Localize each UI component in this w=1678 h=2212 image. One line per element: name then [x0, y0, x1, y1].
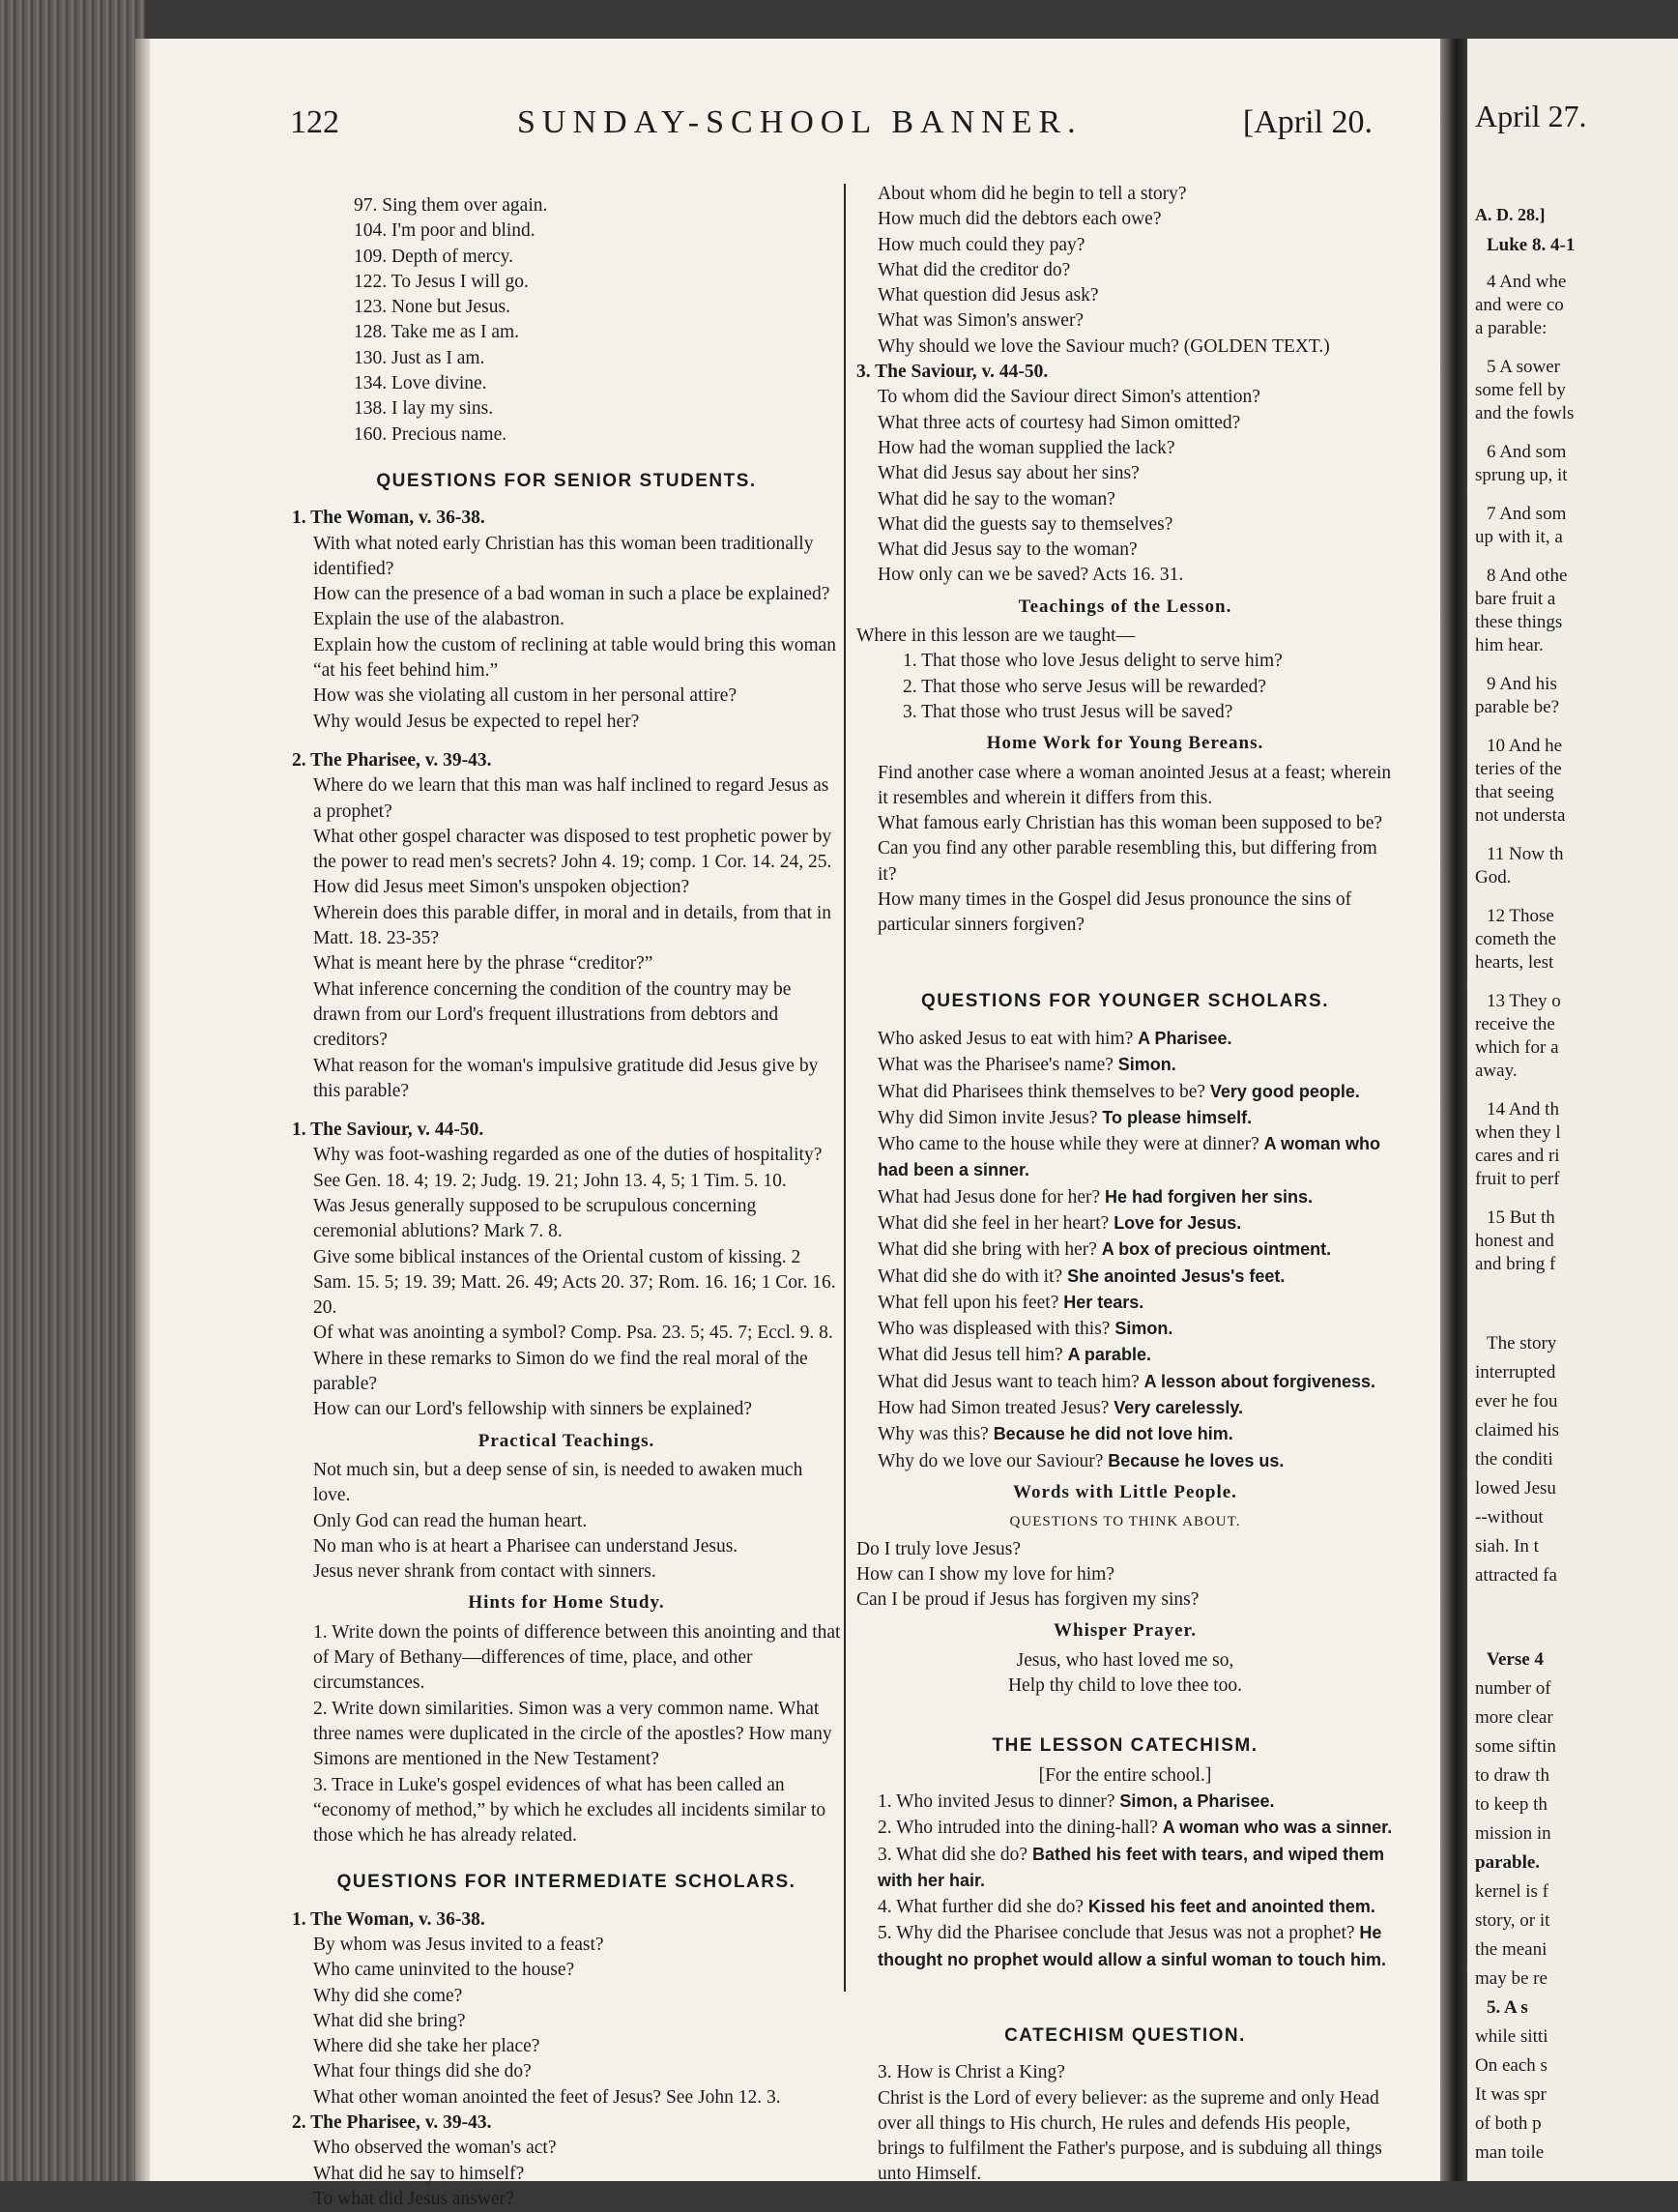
facing-text-line: lowed Jesu [1475, 1478, 1556, 1499]
hymn-item: 138. I lay my sins. [354, 398, 494, 420]
hymn-item: 104. I'm poor and blind. [354, 220, 535, 242]
facing-text-line: away. [1475, 1061, 1518, 1081]
page-number: 122 [290, 104, 339, 140]
list-item: By whom was Jesus invited to a feast? [313, 1935, 604, 1955]
answer-text: He had forgiven her sins. [1105, 1186, 1314, 1207]
question-text: 5. Why did the Pharisee conclude that Jesus was not a prophet? [878, 1923, 1360, 1944]
facing-text-line: attracted fa [1475, 1565, 1557, 1586]
facing-text-line: up with it, a [1475, 527, 1563, 547]
book-spine [0, 0, 145, 2181]
question-text: Who asked Jesus to eat with him? [878, 1028, 1139, 1049]
facing-text-line: fruit to perf [1475, 1169, 1560, 1189]
facing-text-line: 7 And som [1487, 504, 1567, 524]
list-item: What is meant here by the phrase “creditor?” [313, 953, 653, 975]
question-list [292, 1933, 841, 2110]
qa-item [856, 1210, 1394, 1237]
facing-text-line: not understa [1475, 805, 1566, 826]
home-work-list [856, 761, 1394, 939]
answer-text: A box of precious ointment. [1101, 1239, 1332, 1260]
question-text: What did she do with it? [878, 1266, 1068, 1287]
younger-questions-heading: QUESTIONS FOR YOUNGER SCHOLARS. [921, 990, 1329, 1011]
question-text: Who came to the house while they were at dinner? [878, 1134, 1264, 1155]
list-item: What did she bring? [313, 2010, 466, 2031]
facing-text-line: 14 And th [1487, 1099, 1559, 1120]
think-heading: QUESTIONS TO THINK ABOUT. [1009, 1514, 1241, 1530]
question-text: 4. What further did she do? [878, 1897, 1088, 1918]
list-item: How can our Lord's fellowship with sinners be explained? [313, 1399, 753, 1420]
list-item: 1. That those who love Jesus delight to serve him? [903, 651, 1283, 672]
list-item: What other gospel character was disposed to test prophetic power by the power to read men's secrets? John 4. 19; comp. 1 Cor. 14. 24, 25. [313, 826, 832, 873]
prayer-line: Jesus, who hast loved me so, [1016, 1649, 1234, 1671]
facing-text-line: 15 But th [1487, 1208, 1555, 1228]
section-heading: 1. The Woman, v. 36-38. [292, 508, 485, 529]
section-heading: 2. The Pharisee, v. 39-43. [292, 749, 492, 771]
facing-text-line: him hear. [1475, 635, 1544, 655]
list-item: Jesus never shrank from contact with sinners. [313, 1561, 656, 1583]
answer-text: Her tears. [1063, 1292, 1144, 1312]
facing-text-line: It was spr [1475, 2084, 1547, 2105]
list-item: About whom did he begin to tell a story? [878, 184, 1187, 204]
list-item: How was she violating all custom in her personal attire? [313, 685, 738, 707]
facing-text-line: some siftin [1475, 1736, 1556, 1757]
think-item: Can I be proud if Jesus has forgiven my sins? [856, 1589, 1200, 1611]
hints-list [292, 1620, 841, 1849]
list-item: Not much sin, but a deep sense of sin, is needed to awaken much love. [313, 1459, 803, 1506]
senior-questions-heading: QUESTIONS FOR SENIOR STUDENTS. [376, 470, 757, 491]
facing-text-line: 11 Now th [1487, 844, 1564, 864]
facing-text-line: sprung up, it [1475, 465, 1568, 485]
section-heading: 3. The Saviour, v. 44-50. [856, 362, 1049, 383]
answer-text: Simon. [1114, 1319, 1173, 1339]
teachings-list [856, 649, 1394, 725]
question-text: What did she feel in her heart? [878, 1212, 1114, 1234]
list-item: 3. That those who trust Jesus will be saved? [903, 701, 1233, 722]
answer-text: He thought no prophet would allow a sinful woman to touch him. [878, 1923, 1386, 1969]
catechism-list [856, 1789, 1394, 1973]
list-item: What famous early Christian has this woman been supposed to be? [878, 813, 1383, 834]
facing-text-line: while sitti [1475, 2026, 1548, 2047]
catechism-item [856, 1894, 1394, 1920]
left-column [292, 193, 841, 2212]
facing-text-line: On each s [1475, 2055, 1548, 2076]
list-item: What reason for the woman's impulsive gratitude did Jesus give by this parable? [313, 1055, 819, 1101]
whisper-prayer-heading: Whisper Prayer. [1054, 1620, 1197, 1642]
catechism-subtitle: [For the entire school.] [1038, 1764, 1212, 1786]
question-list [292, 2136, 841, 2212]
section-heading: 1. The Woman, v. 36-38. [292, 1908, 485, 1930]
catechism-item [856, 1815, 1394, 1841]
list-item: 2. That those who serve Jesus will be rewarded? [903, 676, 1266, 697]
qa-item [856, 1448, 1394, 1474]
list-item: Who came uninvited to the house? [313, 1960, 575, 1981]
list-item: What other woman anointed the feet of Jesus? See John 12. 3. [313, 2086, 781, 2108]
catechism-item [856, 1789, 1394, 1815]
question-list [856, 385, 1394, 588]
facing-text-line: and the fowls [1475, 403, 1575, 423]
qa-item [856, 1342, 1394, 1368]
list-item: Was Jesus generally supposed to be scrupulous concerning ceremonial ablutions? Mark 7. 8. [313, 1195, 757, 1242]
answer-text: A woman who was a sinner. [1162, 1818, 1393, 1838]
qa-item [856, 1369, 1394, 1395]
list-item: How much did the debtors each owe? [878, 209, 1162, 230]
section-heading: 1. The Saviour, v. 44-50. [292, 1120, 484, 1141]
facing-text-line: 4 And whe [1487, 272, 1567, 292]
answer-text: Simon, a Pharisee. [1119, 1790, 1275, 1811]
facing-text-line: that seeing [1475, 782, 1554, 802]
qa-item [856, 1184, 1394, 1210]
facing-text-line: cares and ri [1475, 1146, 1560, 1166]
facing-text-line: 5 A sower [1487, 357, 1560, 377]
section-heading: 2. The Pharisee, v. 39-43. [292, 2112, 492, 2134]
facing-text-line: and bring f [1475, 1254, 1556, 1274]
facing-text-line: honest and [1475, 1231, 1554, 1251]
facing-text-line: 6 And som [1487, 442, 1567, 462]
page-header [290, 97, 1373, 164]
qa-item [856, 1421, 1394, 1447]
answer-text: Love for Jesus. [1114, 1212, 1242, 1233]
facing-text-line: bare fruit a [1475, 589, 1556, 609]
practical-teachings-heading: Practical Teachings. [477, 1430, 655, 1451]
qa-item [856, 1264, 1394, 1290]
facing-text-line: and were co [1475, 295, 1564, 315]
facing-text-line: some fell by [1475, 380, 1566, 400]
facing-text-line: 13 They o [1487, 991, 1561, 1011]
facing-text-line: Verse 4 [1487, 1649, 1544, 1670]
list-item: Why did she come? [313, 1985, 463, 2006]
facing-text-line: 12 Those [1487, 906, 1554, 926]
list-item: Of what was anointing a symbol? Comp. Psa. 23. 5; 45. 7; Eccl. 9. 8. [313, 1323, 833, 1344]
question-list [292, 532, 841, 735]
answer-text: Kissed his feet and anointed them. [1087, 1897, 1375, 1917]
facing-text-line: may be re [1475, 1968, 1548, 1989]
facing-text-line: which for a [1475, 1037, 1559, 1058]
list-item: 3. Trace in Luke's gospel evidences of what has been called an “economy of method,” by which he excludes all incidents similar to those which he has already related. [313, 1774, 826, 1847]
question-text: 2. Who intruded into the dining-hall? [878, 1818, 1163, 1839]
facing-text-line: Luke 8. 4-1 [1487, 235, 1576, 255]
words-heading: Words with Little People. [1013, 1481, 1237, 1502]
answer-text: A lesson about forgiveness. [1143, 1371, 1376, 1391]
list-item: Find another case where a woman anointed Jesus at a feast; wherein it resembles and wherein it differs from this. [878, 762, 1392, 808]
think-item: How can I show my love for him? [856, 1563, 1114, 1585]
page-date: [April 20. [1242, 104, 1373, 140]
page-facing [1467, 39, 1678, 2181]
list-item: What four things did she do? [313, 2061, 532, 2082]
list-item: How only can we be saved? Acts 16. 31. [878, 565, 1184, 586]
facing-text-line: more clear [1475, 1707, 1553, 1728]
facing-text-line: hearts, lest [1475, 952, 1554, 973]
list-item: Wherein does this parable differ, in moral and in details, from that in Matt. 18. 23-35? [313, 902, 832, 949]
column-rule [844, 184, 846, 1992]
facing-text-line: interrupted [1475, 1362, 1556, 1382]
teachings-intro: Where in this lesson are we taught— [856, 626, 1136, 647]
list-item: What did Jesus say to the woman? [878, 539, 1138, 561]
hymn-item: 122. To Jesus I will go. [354, 271, 529, 292]
facing-text-line: these things [1475, 612, 1563, 632]
question-list [292, 1143, 841, 1422]
question-text: What did Pharisees think themselves to be? [878, 1081, 1210, 1102]
book-gutter [1440, 39, 1467, 2181]
question-text: Why was this? [878, 1424, 994, 1445]
answer-text: Because he did not love him. [993, 1424, 1233, 1444]
qa-item [856, 1290, 1394, 1316]
facing-text-line: 8 And othe [1487, 566, 1568, 586]
list-item: Why should we love the Saviour much? (GOLDEN TEXT.) [878, 335, 1330, 357]
question-text: How had Simon treated Jesus? [878, 1398, 1114, 1419]
facing-text-line: kernel is f [1475, 1881, 1548, 1902]
list-item: What inference concerning the condition of the country may be drawn from our Lord's frequent illustrations from debtors and creditors? [313, 978, 792, 1051]
hymn-item: 130. Just as I am. [354, 347, 485, 368]
catechism-question: 3. How is Christ a King? [878, 2062, 1065, 2083]
list-item: What did the guests say to themselves? [878, 513, 1173, 535]
list-item: What question did Jesus ask? [878, 285, 1099, 306]
list-item: Where do we learn that this man was half inclined to regard Jesus as a prophet? [313, 775, 829, 822]
list-item: What did Jesus say about her sins? [878, 463, 1140, 484]
think-item: Do I truly love Jesus? [856, 1538, 1022, 1559]
facing-text-line: cometh the [1475, 929, 1556, 949]
facing-text-line: parable. [1475, 1852, 1541, 1873]
answer-text: To please himself. [1102, 1107, 1253, 1127]
catechism-item [856, 1842, 1394, 1895]
answer-text: A woman who had been a sinner. [878, 1134, 1380, 1180]
page-title: SUNDAY-SCHOOL BANNER. [517, 104, 1083, 140]
hints-heading: Hints for Home Study. [468, 1592, 665, 1614]
facing-text-line: teries of the [1475, 759, 1562, 779]
hymn-item: 123. None but Jesus. [354, 297, 510, 318]
question-text: What did she bring with her? [878, 1239, 1102, 1261]
answer-text: Bathed his feet with tears, and wiped them with her hair. [878, 1844, 1385, 1890]
answer-text: A parable. [1067, 1345, 1151, 1365]
answer-text: She anointed Jesus's feet. [1067, 1266, 1286, 1286]
list-item: Give some biblical instances of the Oriental custom of kissing. 2 Sam. 15. 5; 19. 39; Matt. 26. 49; Acts 20. 37; Rom. 16. 16; 1 Cor. 16. 20. [313, 1246, 836, 1319]
list-item: To whom did the Saviour direct Simon's attention? [878, 387, 1260, 408]
list-item: How did Jesus meet Simon's unspoken objection? [313, 877, 690, 898]
facing-text-line: God. [1475, 867, 1512, 888]
list-item: What did the creditor do? [878, 259, 1071, 280]
hymn-item: 97. Sing them over again. [354, 195, 548, 216]
facing-text-line: number of [1475, 1678, 1551, 1699]
teachings-heading: Teachings of the Lesson. [1018, 596, 1232, 617]
qa-item [856, 1079, 1394, 1105]
list-item: Who observed the woman's act? [313, 2138, 557, 2159]
hymn-list [292, 193, 841, 448]
facing-text-line: mission in [1475, 1823, 1551, 1844]
facing-text-line: ever he fou [1475, 1391, 1558, 1412]
facing-text-line: parable be? [1475, 697, 1560, 717]
list-item: Can you find any other parable resembling this, but differing from it? [878, 838, 1377, 885]
facing-text-line: 9 And his [1487, 674, 1557, 694]
facing-text-line: a parable: [1475, 318, 1548, 338]
list-item: No man who is at heart a Pharisee can understand Jesus. [313, 1535, 738, 1557]
hymn-item: 128. Take me as I am. [354, 322, 520, 343]
facing-text-line: receive the [1475, 1014, 1555, 1034]
hymn-item: 109. Depth of mercy. [354, 246, 513, 267]
question-list [292, 773, 841, 1104]
practical-list [292, 1458, 841, 1585]
younger-qa-list [856, 1026, 1394, 1474]
facing-text-line: the meani [1475, 1939, 1548, 1960]
facing-text-line: The story [1487, 1333, 1557, 1353]
facing-text-line: siah. In t [1475, 1536, 1539, 1557]
list-item: Why would Jesus be expected to repel her? [313, 711, 640, 732]
think-list [856, 1537, 1394, 1614]
intermediate-questions-heading: QUESTIONS FOR INTERMEDIATE SCHOLARS. [336, 1872, 796, 1893]
list-item: With what noted early Christian has this woman been traditionally identified? [313, 533, 814, 579]
catechism-answer: Christ is the Lord of every believer: as the supreme and only Head over all things to His church, He rules and defends His people, brings to fulfilment the Father's purpose, and is subduing all things unto Himself. [878, 2087, 1382, 2185]
facing-text-line: the conditi [1475, 1449, 1553, 1470]
qa-item [856, 1105, 1394, 1131]
question-text: 3. What did she do? [878, 1844, 1032, 1865]
list-item: Explain the use of the alabastron. [313, 609, 564, 630]
answer-text: Very good people. [1209, 1081, 1360, 1101]
home-work-heading: Home Work for Young Bereans. [986, 733, 1264, 754]
list-item: 2. Write down similarities. Simon was a very common name. What three names were duplicated in the circle of the apostles? How many Simons are mentioned in the New Testament? [313, 1698, 832, 1770]
list-item: Explain how the custom of reclining at table would bring this woman “at his feet behind him.” [313, 634, 837, 682]
qa-item [856, 1026, 1394, 1052]
answer-text: Simon. [1117, 1055, 1176, 1075]
answer-text: Very carelessly. [1114, 1398, 1244, 1418]
facing-page-header: April 27. [1475, 99, 1587, 133]
question-text: What had Jesus done for her? [878, 1186, 1105, 1208]
catechism-question-heading: CATECHISM QUESTION. [1004, 2025, 1246, 2046]
qa-item [856, 1131, 1394, 1184]
facing-text-line: story, or it [1475, 1910, 1550, 1931]
facing-text-line: 5. A s [1487, 1997, 1528, 2018]
answer-text: A Pharisee. [1138, 1028, 1232, 1048]
list-item: Where did she take her place? [313, 2036, 540, 2057]
facing-text-line: man toile [1475, 2142, 1545, 2163]
catechism-item [856, 1920, 1394, 1973]
list-item: Where in these remarks to Simon do we find the real moral of the parable? [313, 1348, 808, 1395]
facing-text-line: claimed his [1475, 1420, 1560, 1441]
facing-text-line: --without [1475, 1507, 1544, 1528]
list-item: What did he say to the woman? [878, 488, 1115, 509]
question-text: What was the Pharisee's name? [878, 1055, 1118, 1076]
question-text: Why do we love our Saviour? [878, 1450, 1109, 1471]
question-text: 1. Who invited Jesus to dinner? [878, 1790, 1120, 1812]
list-item: How can the presence of a bad woman in such a place be explained? [313, 584, 830, 605]
facing-page-date: A. D. 28.] [1475, 205, 1546, 224]
list-item: How many times in the Gospel did Jesus pronounce the sins of particular sinners forgiven? [878, 889, 1352, 936]
answer-text: Because he loves us. [1108, 1450, 1285, 1470]
hymn-item: 160. Precious name. [354, 423, 507, 445]
qa-item [856, 1395, 1394, 1421]
lesson-catechism-heading: THE LESSON CATECHISM. [992, 1735, 1258, 1757]
list-item: Only God can read the human heart. [313, 1510, 588, 1531]
question-text: What did Jesus want to teach him? [878, 1371, 1144, 1392]
question-text: Who was displeased with this? [878, 1319, 1115, 1340]
list-item: Why was foot-washing regarded as one of the duties of hospitality? See Gen. 18. 4; 19. 2; Judg. 19. 21; John 13. 4, 5; 1 Tim. 5. 10. [313, 1145, 823, 1191]
facing-text-line: to keep th [1475, 1794, 1548, 1815]
list-item: What did he say to himself? [313, 2163, 525, 2184]
list-item: How much could they pay? [878, 234, 1085, 255]
list-item: 1. Write down the points of difference between this anointing and that of Mary of Bethany—differences of time, place, and other circumstances. [313, 1621, 841, 1694]
list-item: To what did Jesus answer? [313, 2188, 514, 2209]
question-text: What fell upon his feet? [878, 1292, 1064, 1313]
whisper-prayer [856, 1648, 1394, 1700]
list-item: What three acts of courtesy had Simon omitted? [878, 412, 1241, 433]
hymn-item: 134. Love divine. [354, 373, 487, 394]
right-column [856, 182, 1394, 2188]
facing-text-line: 10 And he [1487, 736, 1563, 756]
question-list [856, 182, 1394, 360]
question-text: What did Jesus tell him? [878, 1345, 1068, 1366]
list-item: How had the woman supplied the lack? [878, 437, 1175, 458]
qa-item [856, 1052, 1394, 1078]
qa-item [856, 1316, 1394, 1342]
question-text: Why did Simon invite Jesus? [878, 1107, 1103, 1128]
facing-text-line: to draw th [1475, 1765, 1550, 1786]
qa-item [856, 1237, 1394, 1263]
prayer-line: Help thy child to love thee too. [1007, 1675, 1243, 1697]
list-item: What was Simon's answer? [878, 310, 1085, 332]
facing-text-line: of both p [1475, 2113, 1542, 2134]
facing-text-line: when they l [1475, 1122, 1561, 1143]
